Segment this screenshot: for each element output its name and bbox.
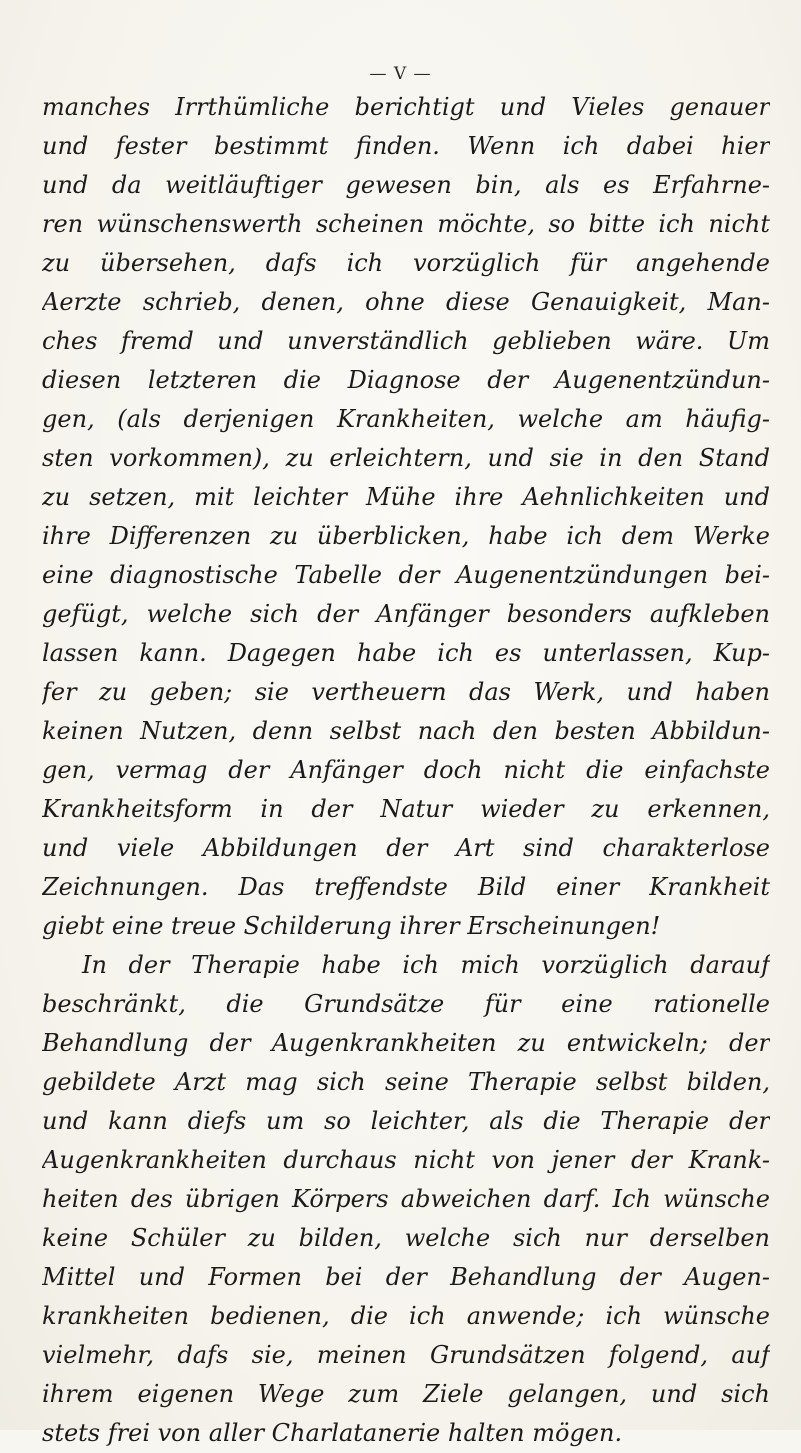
text-line: lassen kann. Dagegen habe ich es unterlassen, Kup- (42, 639, 770, 667)
text-line: Behandlung der Augenkrankheiten zu entwickeln; der (42, 1029, 770, 1057)
text-line: heiten des übrigen Körpers abweichen darf. Ich wünsche (42, 1185, 770, 1213)
text-line: Mittel und Formen bei der Behandlung der Augen- (42, 1263, 770, 1291)
text-line: und da weitläuftiger gewesen bin, als es Erfahrne- (42, 171, 770, 199)
text-line: zu übersehen, dafs ich vorzüglich für angehende (42, 249, 770, 277)
text-line: ihre Differenzen zu überblicken, habe ich dem Werke (42, 522, 770, 550)
text-line: ihrem eigenen Wege zum Ziele gelangen, und sich (42, 1380, 770, 1408)
text-line: keinen Nutzen, denn selbst nach den besten Abbildun- (42, 717, 770, 745)
text-line: und kann diefs um so leichter, als die Therapie der (42, 1107, 770, 1135)
text-line: sten vorkommen), zu erleichtern, und sie in den Stand (42, 444, 770, 472)
text-line: diesen letzteren die Diagnose der Augenentzündun- (42, 366, 770, 394)
text-line: gen, (als derjenigen Krankheiten, welche am häufig- (42, 405, 770, 433)
page-number: — V — (369, 64, 432, 84)
text-line: und viele Abbildungen der Art sind charakterlose (42, 834, 770, 862)
text-line: krankheiten bedienen, die ich anwende; ich wünsche (42, 1302, 770, 1330)
text-line: manches Irrthümliche berichtigt und Vieles genauer (42, 93, 770, 121)
text-line: fer zu geben; sie vertheuern das Werk, und haben (42, 678, 770, 706)
text-line: beschränkt, die Grundsätze für eine rationelle (42, 990, 770, 1018)
text-line: In der Therapie habe ich mich vorzüglich darauf (82, 951, 770, 979)
text-line: gen, vermag der Anfänger doch nicht die einfachste (42, 756, 770, 784)
preface-text (42, 88, 770, 1453)
text-line: gebildete Arzt mag sich seine Therapie selbst bilden, (42, 1068, 770, 1096)
text-line: Zeichnungen. Das treffendste Bild einer Krankheit (42, 873, 770, 901)
text-line: eine diagnostische Tabelle der Augenentzündungen bei- (42, 561, 770, 589)
text-line: zu setzen, mit leichter Mühe ihre Aehnlichkeiten und (42, 483, 770, 511)
text-line: Krankheitsform in der Natur wieder zu erkennen, (42, 795, 770, 823)
text-line: giebt eine treue Schilderung ihrer Erscheinungen! (42, 912, 661, 940)
text-line: und fester bestimmt finden. Wenn ich dabei hier (42, 132, 770, 160)
text-line: Augenkrankheiten durchaus nicht von jener der Krank- (42, 1146, 770, 1174)
text-line: Aerzte schrieb, denen, ohne diese Genauigkeit, Man- (42, 288, 770, 316)
text-line: gefügt, welche sich der Anfänger besonders aufkleben (42, 600, 770, 628)
text-line: vielmehr, dafs sie, meinen Grundsätzen folgend, auf (42, 1341, 770, 1369)
text-line: keine Schüler zu bilden, welche sich nur derselben (42, 1224, 770, 1252)
text-line: stets frei von aller Charlatanerie halten mögen. (42, 1419, 623, 1447)
text-line: ches fremd und unverständlich geblieben wäre. Um (42, 327, 770, 355)
text-line: ren wünschenswerth scheinen möchte, so bitte ich nicht (42, 210, 770, 238)
